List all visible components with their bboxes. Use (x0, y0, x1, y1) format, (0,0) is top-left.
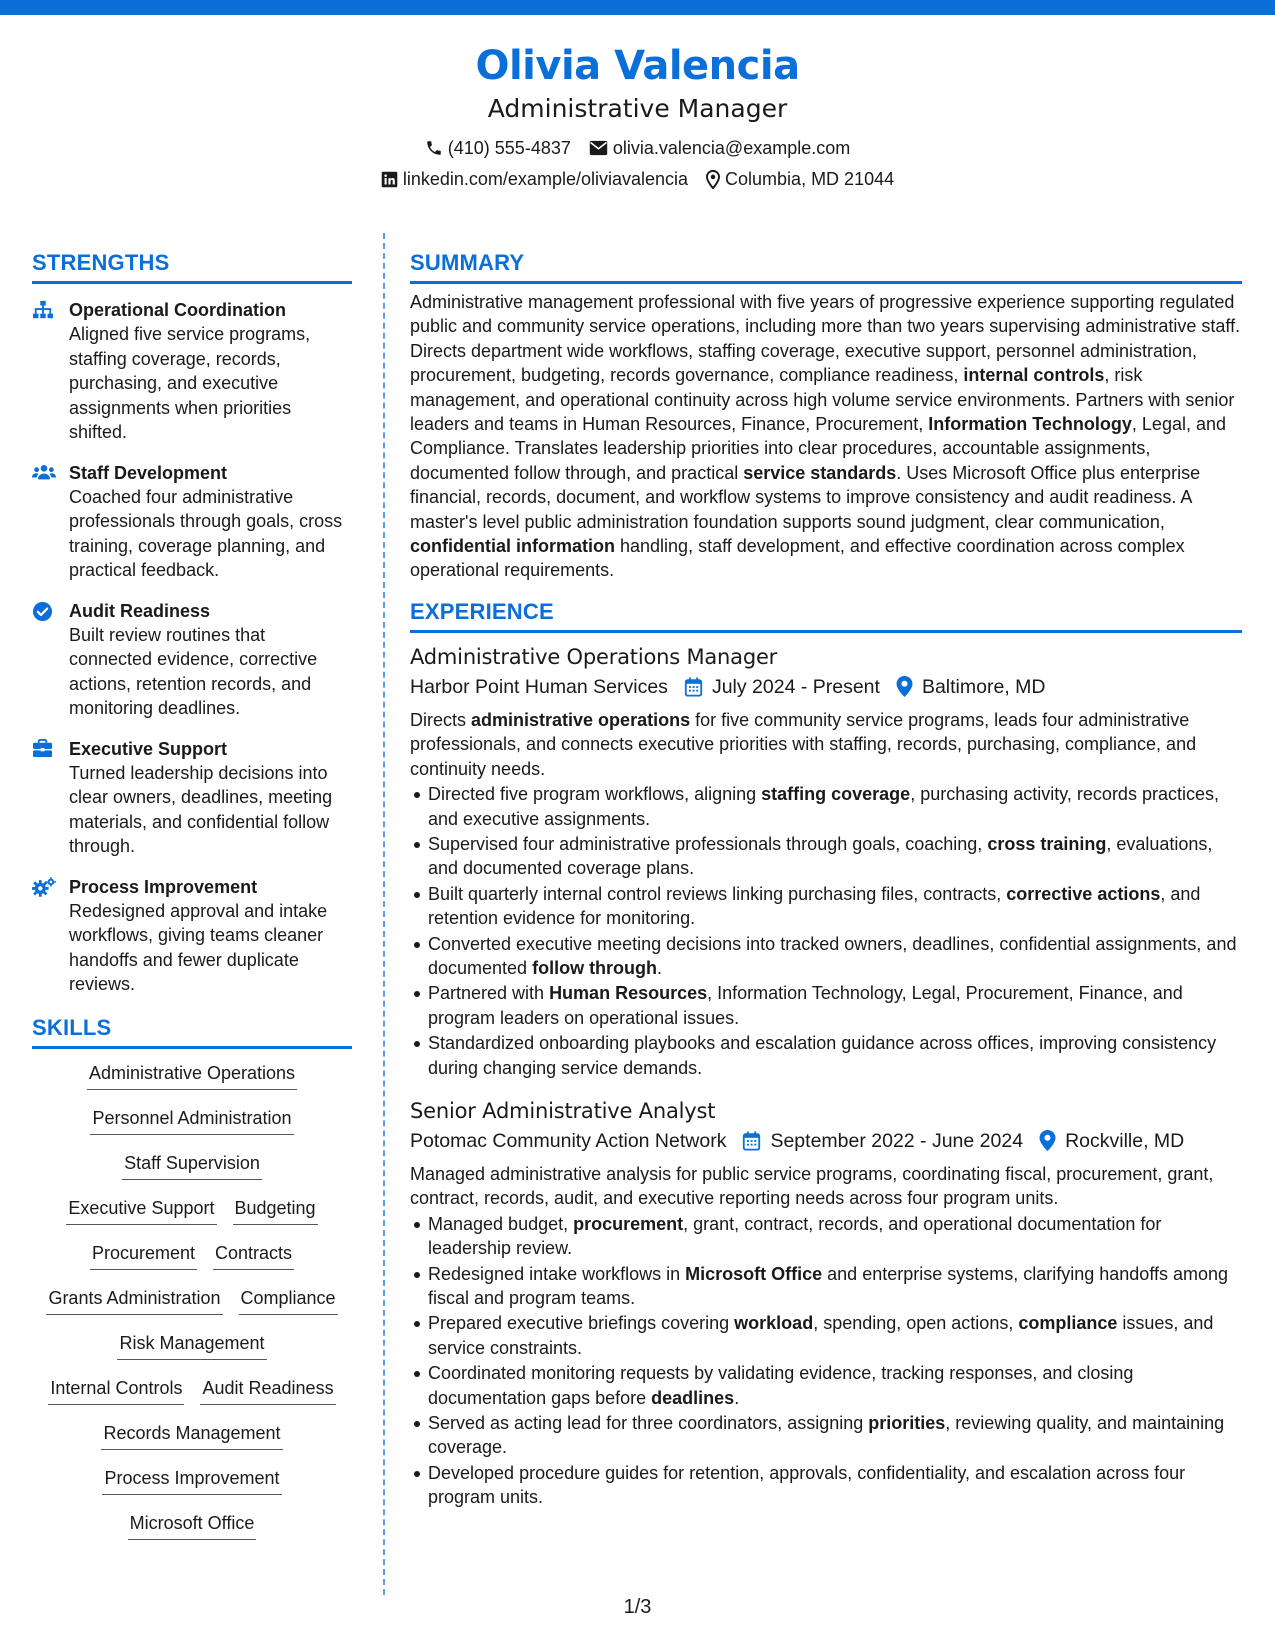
job-dates: September 2022 - June 2024 (770, 1129, 1024, 1152)
text-segment: . (734, 1387, 740, 1408)
job-bullets (410, 782, 1242, 1080)
emphasis-text: service standards (743, 462, 897, 483)
skills-section (32, 1013, 352, 1556)
bullet-item (410, 782, 1242, 831)
text-segment: , purchasing activity, records practices, and executive assignments. (428, 784, 1219, 829)
bullet-item (410, 1031, 1242, 1080)
linkedin-icon (381, 171, 398, 188)
emphasis-text: cross training (987, 833, 1107, 854)
skill-row (101, 1421, 282, 1466)
emphasis-text: Microsoft Office (685, 1263, 823, 1284)
text-segment: , reviewing quality, and maintaining coverage. (428, 1413, 1225, 1458)
text-segment: Coordinated monitoring requests by validating evidence, tracking responses, and closing documentation gaps before (428, 1363, 1134, 1408)
page-number: 1/3 (623, 1596, 652, 1618)
resume-header (0, 40, 1275, 191)
job-bullets (410, 1212, 1242, 1510)
skill-tag: Grants Administration (46, 1286, 222, 1315)
bullet-item (410, 981, 1242, 1030)
candidate-role: Administrative Manager (487, 94, 788, 123)
emphasis-text: procurement (573, 1213, 684, 1234)
text-segment: , Information Technology, Legal, Procurement, Finance, and program leaders on operational issues. (428, 983, 1183, 1028)
briefcase-icon (32, 737, 56, 859)
org-chart-icon (32, 298, 56, 445)
bullet-item (410, 1311, 1242, 1360)
users-icon (32, 461, 56, 583)
contact-linkedin[interactable] (381, 167, 688, 191)
job-meta (410, 672, 1242, 702)
contact-location (706, 167, 894, 191)
text-segment: , risk management, and operational continuity across high volume service environments. Partners with senior leaders and teams in Human Resources, Finance, Procurement, (410, 365, 1235, 435)
emphasis-text: corrective actions (1006, 883, 1161, 904)
strengths-list (32, 298, 352, 997)
skills-list (32, 1061, 352, 1556)
job-title: Administrative Operations Manager (410, 644, 778, 669)
text-segment: Supervised four administrative professionals through goals, coaching, (428, 833, 988, 854)
text-segment: , grant, contract, records, and operational documentation for leadership review. (428, 1213, 1162, 1259)
emphasis-text: priorities (868, 1413, 946, 1434)
skill-tag: Administrative Operations (87, 1061, 297, 1090)
text-segment: Prepared executive briefings covering (428, 1313, 735, 1334)
check-circle-icon (32, 599, 56, 721)
text-segment: for five community service programs, leads four administrative professionals, and connects executive priorities with staffing, records, purchasing, compliance, and continuity needs. (410, 709, 1197, 779)
map-pin-icon (1039, 1130, 1065, 1151)
strength-desc: Redesigned approval and intake workflows, giving teams cleaner handoffs and fewer duplicate reviews. (69, 900, 328, 994)
skill-tag: Contracts (213, 1241, 294, 1270)
skill-tag: Process Improvement (102, 1466, 281, 1495)
right-column (410, 248, 1242, 1511)
skill-tag: Staff Supervision (122, 1151, 262, 1180)
gears-icon (32, 875, 56, 997)
skill-row (90, 1106, 293, 1151)
skill-tag: Executive Support (66, 1196, 216, 1225)
skill-tag: Audit Readiness (200, 1376, 335, 1405)
summary-text (410, 290, 1242, 583)
bullet-item (410, 932, 1242, 981)
skill-row (87, 1061, 297, 1106)
linkedin-text[interactable]: linkedin.com/example/oliviavalencia (402, 169, 689, 189)
strength-desc: Aligned five service programs, staffing coverage, records, purchasing, and executive assignments when priorities shifted. (69, 324, 311, 442)
strength-item (32, 737, 352, 859)
job-entry (410, 642, 1242, 1080)
skill-tag: Budgeting (233, 1196, 318, 1225)
text-segment: Built quarterly internal control reviews linking purchasing files, contracts, (428, 883, 1007, 904)
emphasis-text: internal controls (963, 365, 1105, 386)
text-segment: Directed five program workflows, aligning (428, 784, 762, 805)
skill-tag: Records Management (101, 1421, 282, 1450)
text-segment: , Legal, and Compliance. Translates leadership priorities into clear procedures, accountable assignments, documented follow through, and practical (410, 414, 1226, 483)
job-dates: July 2024 - Present (711, 675, 880, 698)
strength-item (32, 599, 352, 721)
emphasis-text: confidential information (410, 536, 615, 557)
bullet-item (410, 1361, 1242, 1410)
skill-row (90, 1241, 294, 1286)
column-divider (383, 233, 385, 1595)
bullet-item (410, 832, 1242, 881)
job-description (410, 1162, 1242, 1211)
strength-item (32, 461, 352, 583)
email-text[interactable]: olivia.valencia@example.com (612, 138, 851, 158)
left-column (32, 248, 352, 1556)
map-pin-icon (896, 676, 922, 697)
contact-phone (425, 136, 571, 160)
company-name: Potomac Community Action Network (410, 1129, 727, 1152)
contact-email[interactable] (589, 136, 850, 160)
emphasis-text: staffing coverage (761, 784, 911, 805)
strength-desc: Turned leadership decisions into clear owners, deadlines, meeting materials, and confidential follow through. (69, 762, 333, 856)
skill-tag: Procurement (90, 1241, 197, 1270)
strength-desc: Built review routines that connected evidence, corrective actions, retention records, and monitoring deadlines. (69, 624, 318, 718)
skill-tag: Personnel Administration (90, 1106, 293, 1135)
strength-title: Audit Readiness (69, 600, 211, 621)
skill-tag: Compliance (239, 1286, 338, 1315)
skill-row (122, 1151, 262, 1196)
strength-item (32, 875, 352, 997)
location-text: Columbia, MD 21044 (725, 169, 895, 189)
job-location: Baltimore, MD (921, 675, 1046, 698)
text-segment: and enterprise systems, clarifying handoffs among fiscal and program teams. (428, 1263, 1229, 1308)
text-segment: , evaluations, and documented coverage plans. (428, 833, 1213, 879)
emphasis-text: administrative operations (471, 709, 691, 730)
text-segment: . (657, 957, 663, 978)
text-segment: , spending, open actions, (813, 1313, 1019, 1334)
text-segment: Partnered with (428, 983, 550, 1004)
skill-row (117, 1331, 266, 1376)
map-pin-icon (706, 170, 720, 189)
jobs-list (410, 642, 1242, 1510)
job-meta (410, 1126, 1242, 1156)
text-segment: handling, staff development, and effective coordination across complex operational requirements. (410, 536, 1185, 581)
contact-row-1 (0, 136, 1275, 160)
candidate-name: Olivia Valencia (475, 43, 800, 89)
skills-heading: SKILLS (32, 1013, 352, 1049)
strength-title: Operational Coordination (69, 300, 287, 320)
skill-row (46, 1286, 337, 1331)
text-segment: Redesigned intake workflows in (428, 1263, 686, 1284)
bullet-item (410, 1411, 1242, 1460)
emphasis-text: deadlines (651, 1387, 735, 1408)
phone-icon (425, 139, 443, 157)
calendar-icon (742, 1131, 770, 1151)
job-entry (410, 1096, 1242, 1510)
text-segment: . Uses Microsoft Office plus enterprise financial, records, document, and workflow systems to improve consistency and audit readiness. A master's level public administration foundation supports sound judgment, clear communication, (410, 462, 1201, 532)
top-accent-bar (0, 0, 1275, 15)
bullet-item (410, 1461, 1242, 1510)
skill-row (102, 1466, 281, 1511)
text-segment: Directs (410, 709, 472, 730)
emphasis-text: workload (734, 1313, 814, 1334)
summary-heading: SUMMARY (410, 248, 1242, 284)
text-segment: Standardized onboarding playbooks and escalation guidance across offices, improving consistency during changing service demands. (428, 1033, 1217, 1078)
text-segment: Converted executive meeting decisions into tracked owners, deadlines, confidential assignments, and documented (428, 933, 1237, 978)
experience-section (410, 597, 1242, 1510)
phone-text: (410) 555-4837 (447, 138, 571, 158)
skill-tag: Internal Controls (48, 1376, 184, 1405)
bullet-item (410, 1212, 1242, 1261)
emphasis-text: compliance (1018, 1313, 1118, 1334)
skill-tag: Microsoft Office (128, 1511, 257, 1540)
contact-row-2 (0, 167, 1275, 191)
strength-title: Process Improvement (69, 876, 258, 897)
job-location: Rockville, MD (1065, 1129, 1185, 1152)
company-name: Harbor Point Human Services (410, 675, 668, 698)
text-segment: Managed administrative analysis for public service programs, coordinating fiscal, procurement, grant, contract, records, audit, and executive reporting needs across four program units. (410, 1163, 1214, 1209)
strength-title: Staff Development (69, 462, 228, 483)
skill-row (48, 1376, 335, 1421)
bullet-item (410, 1262, 1242, 1311)
text-segment: Developed procedure guides for retention, approvals, confidentiality, and escalation across four program units. (428, 1462, 1186, 1508)
emphasis-text: Information Technology (928, 414, 1132, 435)
strength-desc: Coached four administrative professionals through goals, cross training, coverage planning, and practical feedback. (69, 486, 343, 580)
strength-title: Executive Support (69, 738, 228, 759)
text-segment: Administrative management professional with five years of progressive experience supporting regulated public and community service operations, including more than two years supervising administrative staff. Directs department wide workflows, staffing coverage, executive support, personnel administration, procurement, budgeting, records governance, compliance readiness, (410, 292, 1241, 386)
skill-row (128, 1511, 257, 1556)
skill-row (66, 1196, 317, 1241)
text-segment: issues, and service constraints. (428, 1313, 1214, 1358)
text-segment: Managed budget, (428, 1213, 574, 1234)
strength-item (32, 298, 352, 445)
envelope-icon (589, 140, 608, 156)
text-segment: Served as acting lead for three coordinators, assigning (428, 1413, 869, 1434)
bullet-item (410, 882, 1242, 931)
job-description (410, 708, 1242, 781)
experience-heading: EXPERIENCE (410, 597, 1242, 633)
calendar-icon (684, 677, 712, 697)
emphasis-text: follow through (532, 957, 658, 978)
skill-tag: Risk Management (117, 1331, 266, 1360)
text-segment: , and retention evidence for monitoring. (428, 883, 1201, 929)
strengths-heading: STRENGTHS (32, 248, 352, 284)
job-title: Senior Administrative Analyst (410, 1098, 716, 1123)
emphasis-text: Human Resources (549, 983, 708, 1004)
